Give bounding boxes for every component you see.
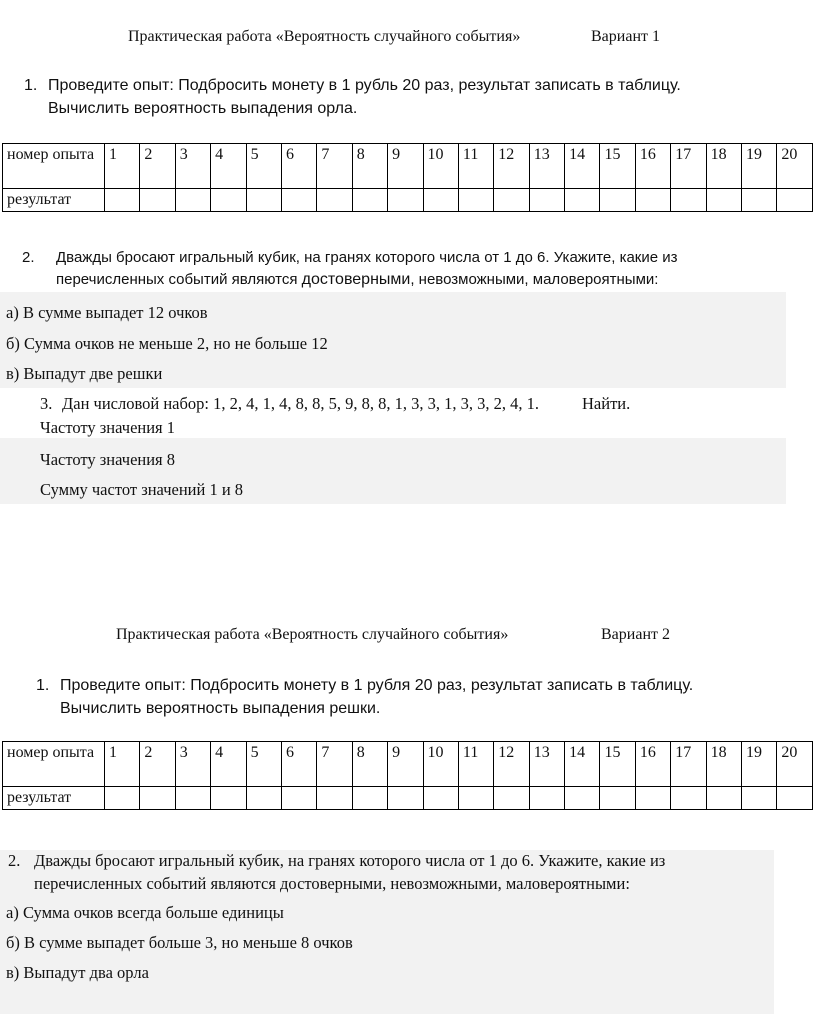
variant1-task2-line1: Дважды бросают игральный кубик, на гранях которого числа от 1 до 6. Укажите, какие из [56,249,678,266]
result-cell[interactable] [317,787,352,810]
trial-number-cell: 19 [742,144,777,189]
result-cell[interactable] [175,189,210,212]
variant1-task1-line1: Проведите опыт: Подбросить монету в 1 рубль 20 раз, результат записать в таблицу. [48,77,681,94]
result-cell[interactable] [140,787,175,810]
result-cell[interactable] [140,189,175,212]
trial-number-cell: 18 [706,742,741,787]
result-cell[interactable] [742,787,777,810]
variant2-task2-item-a: а) Сумма очков всегда больше единицы [6,903,284,922]
trial-number-cell: 13 [529,742,564,787]
result-cell[interactable] [352,787,387,810]
variant1-task2-item-a: а) В сумме выпадет 12 очков [6,303,208,322]
variant1-title: Практическая работа «Вероятность случайного события» [128,28,521,45]
trial-number-cell: 8 [352,144,387,189]
trial-number-cell: 11 [458,144,493,189]
variant2-task1-line2: Вычислить вероятность выпадения решки. [60,700,381,717]
result-cell[interactable] [211,787,246,810]
result-cell[interactable] [458,787,493,810]
result-cell[interactable] [565,787,600,810]
trial-number-cell: 10 [423,742,458,787]
trial-number-cell: 19 [742,742,777,787]
trial-number-cell: 3 [175,742,210,787]
trial-number-cell: 1 [105,144,140,189]
result-cell[interactable] [388,787,423,810]
trial-number-cell: 20 [777,742,812,787]
result-cell[interactable] [635,189,670,212]
variant2-title: Практическая работа «Вероятность случайного события» [116,626,509,643]
variant1-task2-line2-start: перечисленных событий являются [56,271,302,288]
trial-number-cell: 8 [352,742,387,787]
result-cell[interactable] [352,189,387,212]
trial-number-cell: 4 [211,144,246,189]
variant2-coin-table [2,741,813,810]
variant1-task2-item-b: б) Сумма очков не меньше 2, но не больше 12 [6,334,328,353]
row-header-trial-number: номер опыта [3,144,105,189]
variant1-task3-item-2: Частоту значения 8 [40,450,176,469]
result-cell[interactable] [317,189,352,212]
variant2-task2-item-b: б) В сумме выпадет больше 3, но меньше 8 очков [6,933,353,952]
result-cell[interactable] [742,189,777,212]
table-row-trial-number [3,144,813,189]
trial-number-cell: 20 [777,144,812,189]
table-row-result [3,787,813,810]
variant2-task2-line1: Дважды бросают игральный кубик, на гранях которого числа от 1 до 6. Укажите, какие из [34,851,666,870]
result-cell[interactable] [423,189,458,212]
trial-number-cell: 15 [600,144,635,189]
result-cell[interactable] [388,189,423,212]
result-cell[interactable] [529,787,564,810]
variant2-task2-line2: перечисленных событий являются достоверными, невозможными, маловероятными: [34,874,630,893]
result-cell[interactable] [281,787,316,810]
variant1-task3-number: 3. [40,394,53,413]
trial-number-cell: 2 [140,742,175,787]
variant1-task2-line2-reliable: достоверными [301,271,411,288]
trial-number-cell: 10 [423,144,458,189]
result-cell[interactable] [105,189,140,212]
trial-number-cell: 5 [246,144,281,189]
variant1-task3-line1: Дан числовой набор: 1, 2, 4, 1, 4, 8, 8, 5, 9, 8, 8, 1, 3, 3, 1, 3, 3, 2, 4, 1. [62,394,539,413]
result-cell[interactable] [529,189,564,212]
result-cell[interactable] [706,189,741,212]
result-cell[interactable] [281,189,316,212]
trial-number-cell: 6 [281,144,316,189]
variant1-task1-number: 1. [24,77,38,94]
variant1-task2-line2 [56,268,658,291]
variant2-task2-number: 2. [8,851,21,870]
trial-number-cell: 6 [281,742,316,787]
trial-number-cell: 14 [565,742,600,787]
result-cell[interactable] [246,787,281,810]
row-header-result: результат [3,189,105,212]
variant2-task1-number: 1. [36,677,50,694]
trial-number-cell: 17 [671,144,706,189]
trial-number-cell: 9 [388,742,423,787]
variant2-task2-item-c: в) Выпадут два орла [6,963,149,982]
row-header-result: результат [3,787,105,810]
trial-number-cell: 9 [388,144,423,189]
result-cell[interactable] [671,787,706,810]
variant1-task3-find: Найти. [582,394,631,413]
variant1-task2-line2-end: , невозможными, маловероятными: [410,271,659,288]
trial-number-cell: 7 [317,144,352,189]
trial-number-cell: 14 [565,144,600,189]
result-cell[interactable] [565,189,600,212]
table-row-result [3,189,813,212]
result-cell[interactable] [635,787,670,810]
trial-number-cell: 3 [175,144,210,189]
trial-number-cell: 17 [671,742,706,787]
variant1-label: Вариант 1 [591,28,660,45]
variant2-task1-line1: Проведите опыт: Подбросить монету в 1 рубля 20 раз, результат записать в таблицу. [60,677,694,694]
result-cell[interactable] [423,787,458,810]
result-cell[interactable] [671,189,706,212]
result-cell[interactable] [494,787,529,810]
trial-number-cell: 13 [529,144,564,189]
variant1-task2-item-c: в) Выпадут две решки [6,364,163,383]
result-cell[interactable] [600,787,635,810]
trial-number-cell: 2 [140,144,175,189]
trial-number-cell: 5 [246,742,281,787]
trial-number-cell: 1 [105,742,140,787]
trial-number-cell: 4 [211,742,246,787]
result-cell[interactable] [777,189,812,212]
variant1-task3-item-3: Сумму частот значений 1 и 8 [40,480,244,499]
result-cell[interactable] [600,189,635,212]
table-row-trial-number [3,742,813,787]
row-header-trial-number: номер опыта [3,742,105,787]
result-cell[interactable] [246,189,281,212]
trial-number-cell: 7 [317,742,352,787]
trial-number-cell: 12 [494,742,529,787]
trial-number-cell: 16 [635,742,670,787]
result-cell[interactable] [494,189,529,212]
variant1-task3-item-1: Частоту значения 1 [40,418,176,437]
trial-number-cell: 11 [458,742,493,787]
variant1-task1-line2: Вычислить вероятность выпадения орла. [48,100,358,117]
result-cell[interactable] [706,787,741,810]
variant1-coin-table [2,143,813,212]
result-cell[interactable] [211,189,246,212]
result-cell[interactable] [458,189,493,212]
result-cell[interactable] [175,787,210,810]
result-cell[interactable] [777,787,812,810]
trial-number-cell: 15 [600,742,635,787]
trial-number-cell: 18 [706,144,741,189]
result-cell[interactable] [105,787,140,810]
variant2-label: Вариант 2 [601,626,670,643]
variant1-task2-number: 2. [22,249,35,266]
trial-number-cell: 16 [635,144,670,189]
trial-number-cell: 12 [494,144,529,189]
